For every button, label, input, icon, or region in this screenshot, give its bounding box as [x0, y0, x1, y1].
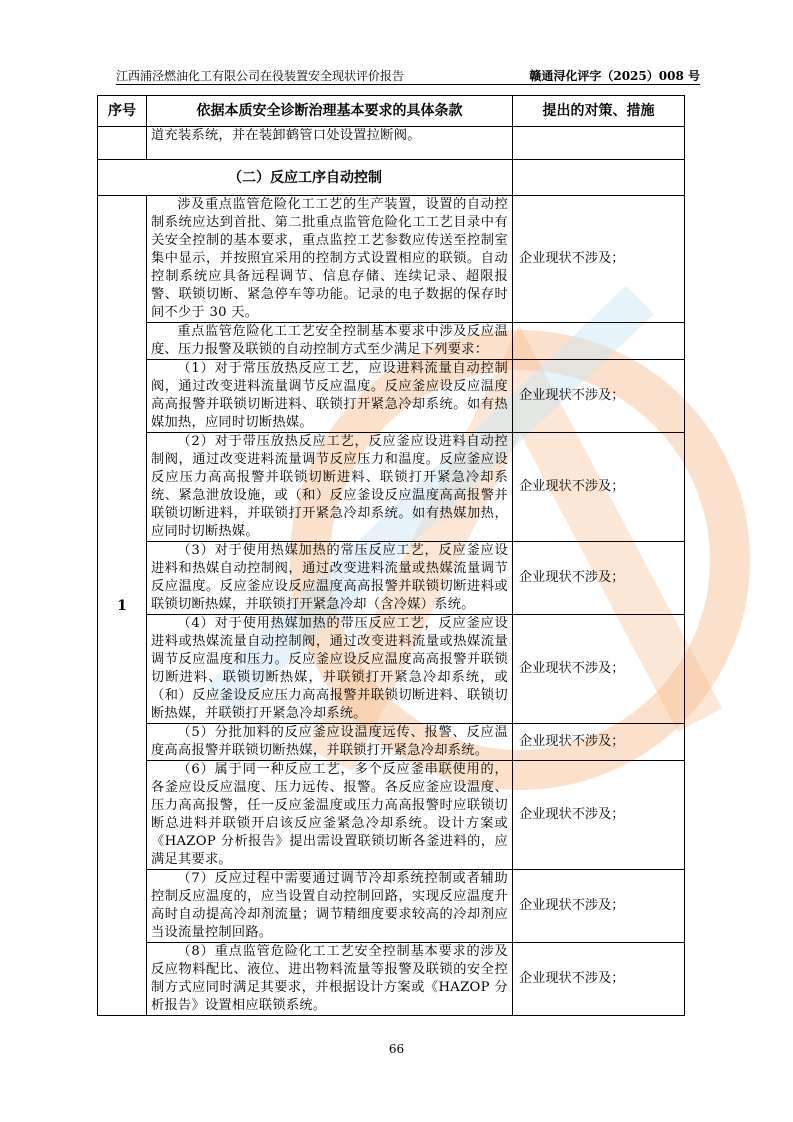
clause-text: （1）对于常压放热反应工艺，应设进料流量自动控制阀，通过改变进料流量调节反应温度。反应釜应设反应温度高高报警并联锁切断进料、联锁打开紧急冷却系统。如有热媒加热，应同时切断热媒。: [147, 360, 513, 433]
table-row: [98, 943, 685, 1016]
clause-text: （7）反应过程中需要通过调节冷却系统控制或者辅助控制反应温度的，应当设置自动控制回路，实现反应温度升高时自动提高冷却剂流量；调节精细度要求较高的冷却剂应当设流量控制回路。: [147, 870, 513, 943]
table-row: [98, 127, 685, 160]
clause-text: （4）对于使用热媒加热的带压反应工艺，反应釜应设进料或热媒流量自动控制阀，通过改变进料流量或热媒流量调节反应温度和压力。反应釜应设反应温度高高报警并联锁切断进料、联锁切断热媒，并联锁打开紧急冷却系统，或（和）反应釜设反应压力高高报警并联锁切断进料、联锁切断热媒，并联锁打开紧急冷却系统。: [147, 615, 513, 724]
measure-text: 企业现状不涉及；: [513, 196, 685, 323]
table-row: [98, 615, 685, 724]
measure-cell: [513, 160, 685, 196]
measure-text: 企业现状不涉及；: [513, 724, 685, 761]
table-row: [98, 433, 685, 542]
document-number: 赣通浔化评字（2025）008 号: [529, 69, 700, 83]
measure-cell: [513, 127, 685, 160]
table-row: [98, 870, 685, 943]
page-number: 66: [388, 1042, 405, 1056]
clause-text: （3）对于使用热媒加热的常压反应工艺，反应釜应设进料和热媒自动控制阀，通过改变进料流量或热媒流量调节反应温度。反应釜应设反应温度高高报警并联锁切断进料或联锁切断热媒，并联锁打开紧急冷却（含冷媒）系统。: [147, 542, 513, 615]
measure-text: 企业现状不涉及；: [513, 360, 685, 433]
section-title: （二）反应工序自动控制: [98, 160, 513, 196]
section-row: [98, 160, 685, 196]
table-row: [98, 196, 685, 323]
clause-text: 涉及重点监管危险化工工艺的生产装置，设置的自动控制系统应达到首批、第二批重点监管危险化工工艺目录中有关安全控制的基本要求，重点监控工艺参数应传送至控制室集中显示，并按照宜采用的控制方式设置相应的联锁。自动控制系统应具备远程调节、信息存储、连续记录、超限报警、联锁切断、紧急停车等功能。记录的电子数据的保存时间不少于 30 天。: [147, 196, 513, 323]
col-header-measure: 提出的对策、措施: [513, 96, 685, 127]
table-row: [98, 542, 685, 615]
table-row: [98, 724, 685, 761]
col-header-clause: 依据本质安全诊断治理基本要求的具体条款: [147, 96, 513, 127]
page-header: [116, 66, 700, 85]
measure-text: 企业现状不涉及；: [513, 542, 685, 615]
item-number: 1: [98, 196, 147, 1016]
measure-text: 企业现状不涉及；: [513, 870, 685, 943]
clause-text: （2）对于带压放热反应工艺，反应釜应设进料自动控制阀，通过改变进料流量调节反应压力和温度。反应釜应设反应压力高高报警并联锁切断进料、联锁打开紧急冷却系统、紧急泄放设施，或（和）反应釜设反应温度高高报警并联锁切断进料，并联锁打开紧急冷却系统。如有热媒加热，应同时切断热媒。: [147, 433, 513, 542]
clause-text: 重点监管危险化工工艺安全控制基本要求中涉及反应温度、压力报警及联锁的自动控制方式至少满足下列要求：: [147, 323, 513, 360]
clause-text: （5）分批加料的反应釜应设温度远传、报警、反应温度高高报警并联锁切断热媒，并联锁打开紧急冷却系统。: [147, 724, 513, 761]
table-header-row: [98, 96, 685, 127]
clause-text: （8）重点监管危险化工工艺安全控制基本要求的涉及反应物料配比、液位、进出物料流量等报警及联锁的安全控制方式应同时满足其要求，并根据设计方案或《HAZOP 分析报告》设置相应联锁系统。: [147, 943, 513, 1016]
report-title: 江西浦泾燃油化工有限公司在役装置安全现状评价报告: [116, 69, 405, 83]
requirements-table: [97, 95, 685, 1016]
measure-text: 企业现状不涉及；: [513, 433, 685, 542]
measure-text: 企业现状不涉及；: [513, 761, 685, 870]
clause-text: （6）属于同一种反应工艺，多个反应釜串联使用的，各釜应设反应温度、压力远传、报警。各反应釜应设温度、压力高高报警，任一反应釜温度或压力高高报警时应联锁切断总进料并联锁开启该反应釜紧急冷却系统。设计方案或《HAZOP 分析报告》提出需设置联锁切断各釜进料的，应满足其要求。: [147, 761, 513, 870]
number-cell: [98, 127, 147, 160]
measure-text: 企业现状不涉及；: [513, 943, 685, 1016]
measure-text: [513, 323, 685, 360]
table-row: [98, 323, 685, 360]
table-row: [98, 761, 685, 870]
col-header-number: 序号: [98, 96, 147, 127]
table-row: [98, 360, 685, 433]
continued-clause: 道充装系统，并在装卸鹤管口处设置拉断阀。: [147, 127, 513, 160]
measure-text: 企业现状不涉及；: [513, 615, 685, 724]
